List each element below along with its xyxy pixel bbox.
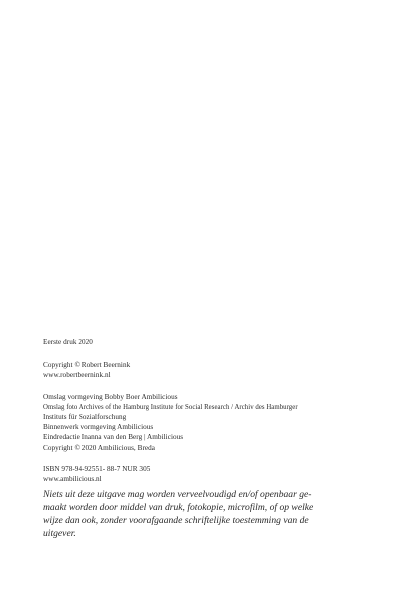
edition-line: Eerste druk 2020 — [43, 338, 93, 346]
cover-photo-credit-cont: Instituts für Sozialforschung — [43, 413, 127, 421]
rights-notice-line: maakt worden door middel van druk, fotokopie, microfilm, of op welke — [43, 502, 314, 513]
rights-notice-line: wijze dan ook, zonder voorafgaande schriftelijke toestemming van de — [43, 515, 309, 526]
author-website: www.robertbeernink.nl — [43, 371, 111, 379]
rights-notice — [43, 488, 353, 540]
rights-notice-line: uitgever. — [43, 528, 76, 539]
cover-photo-credit: Omslag foto Archives of the Hamburg Institute for Social Research / Archiv des Hamburger — [43, 404, 298, 411]
author-copyright: Copyright © Robert Beernink — [43, 361, 131, 369]
interior-design-credit: Binnenwerk vormgeving Ambilicious — [43, 423, 154, 431]
publisher-website: www.ambilicious.nl — [43, 475, 102, 483]
rights-notice-line: Niets uit deze uitgave mag worden verveelvoudigd en/of openbaar ge- — [43, 489, 312, 500]
isbn-line: ISBN 978-94-92551- 88-7 NUR 305 — [43, 465, 151, 473]
publisher-copyright: Copyright © 2020 Ambilicious, Breda — [43, 444, 156, 452]
editing-credit: Eindredactie Inanna van den Berg | Ambilicious — [43, 433, 184, 441]
cover-design-credit: Omslag vormgeving Bobby Boer Ambilicious — [43, 393, 178, 401]
